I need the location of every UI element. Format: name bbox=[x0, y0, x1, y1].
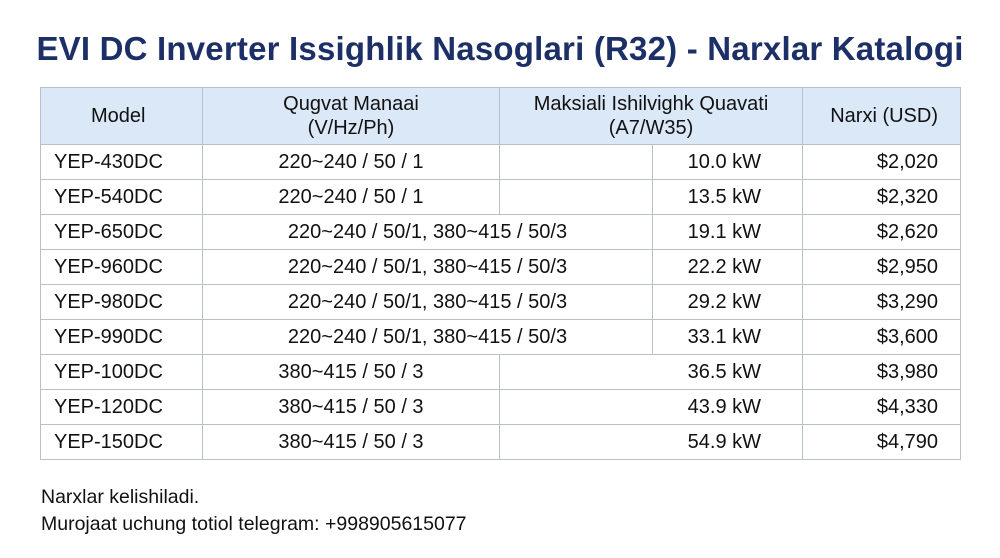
cell-capacity: 43.9 kW bbox=[500, 390, 803, 425]
cell-power: 380~415 / 50 / 3 bbox=[203, 425, 500, 460]
cell-model: YEP-430DC bbox=[41, 145, 203, 180]
cell-empty bbox=[500, 145, 653, 180]
table-row bbox=[41, 180, 961, 215]
footer-note-negotiable: Narxlar kelishiladi. bbox=[41, 486, 200, 508]
cell-price: $2,950 bbox=[803, 250, 961, 285]
cell-price: $2,620 bbox=[803, 215, 961, 250]
cell-power: 220~240 / 50/1, 380~415 / 50/3 bbox=[203, 320, 653, 355]
cell-price: $3,600 bbox=[803, 320, 961, 355]
cell-model: YEP-100DC bbox=[41, 355, 203, 390]
cell-capacity: 13.5 kW bbox=[653, 180, 803, 215]
cell-capacity: 10.0 kW bbox=[653, 145, 803, 180]
footer-note-contact: Murojaat uchung totiol telegram: +998905615077 bbox=[41, 513, 467, 535]
cell-model: YEP-990DC bbox=[41, 320, 203, 355]
cell-capacity: 54.9 kW bbox=[500, 425, 803, 460]
cell-capacity: 33.1 kW bbox=[653, 320, 803, 355]
header-model: Model bbox=[41, 88, 203, 145]
header-capacity-line1: Maksiali Ishilvighk Quavati bbox=[533, 93, 769, 115]
cell-model: YEP-150DC bbox=[41, 425, 203, 460]
cell-price: $4,330 bbox=[803, 390, 961, 425]
footer-notes bbox=[41, 484, 467, 538]
price-table bbox=[40, 87, 961, 460]
header-price: Narxi (USD) bbox=[803, 88, 961, 145]
header-power-line2: (V/Hz/Ph) bbox=[307, 117, 395, 139]
cell-power: 380~415 / 50 / 3 bbox=[203, 355, 500, 390]
table-row bbox=[41, 390, 961, 425]
cell-capacity: 29.2 kW bbox=[653, 285, 803, 320]
cell-power: 220~240 / 50/1, 380~415 / 50/3 bbox=[203, 250, 653, 285]
cell-price: $3,980 bbox=[803, 355, 961, 390]
table-row bbox=[41, 355, 961, 390]
cell-model: YEP-960DC bbox=[41, 250, 203, 285]
cell-price: $2,020 bbox=[803, 145, 961, 180]
cell-power: 220~240 / 50 / 1 bbox=[203, 180, 500, 215]
table-row bbox=[41, 145, 961, 180]
table-row bbox=[41, 320, 961, 355]
header-capacity-line2: (A7/W35) bbox=[608, 117, 694, 139]
cell-capacity: 19.1 kW bbox=[653, 215, 803, 250]
table-row bbox=[41, 215, 961, 250]
cell-model: YEP-650DC bbox=[41, 215, 203, 250]
cell-price: $2,320 bbox=[803, 180, 961, 215]
table-header-row bbox=[41, 88, 961, 145]
cell-empty bbox=[500, 180, 653, 215]
page-title: EVI DC Inverter Issighlik Nasoglari (R32) - Narxlar Katalogi bbox=[36, 30, 964, 67]
header-capacity bbox=[500, 88, 803, 145]
cell-power: 220~240 / 50/1, 380~415 / 50/3 bbox=[203, 285, 653, 320]
cell-model: YEP-120DC bbox=[41, 390, 203, 425]
cell-price: $4,790 bbox=[803, 425, 961, 460]
cell-capacity: 36.5 kW bbox=[500, 355, 803, 390]
cell-price: $3,290 bbox=[803, 285, 961, 320]
cell-model: YEP-540DC bbox=[41, 180, 203, 215]
table-row bbox=[41, 285, 961, 320]
cell-capacity: 22.2 kW bbox=[653, 250, 803, 285]
table-row bbox=[41, 250, 961, 285]
cell-power: 380~415 / 50 / 3 bbox=[203, 390, 500, 425]
table-row bbox=[41, 425, 961, 460]
cell-power: 220~240 / 50/1, 380~415 / 50/3 bbox=[203, 215, 653, 250]
header-power bbox=[203, 88, 500, 145]
cell-power: 220~240 / 50 / 1 bbox=[203, 145, 500, 180]
header-power-line1: Qugvat Manaai bbox=[283, 93, 419, 115]
cell-model: YEP-980DC bbox=[41, 285, 203, 320]
